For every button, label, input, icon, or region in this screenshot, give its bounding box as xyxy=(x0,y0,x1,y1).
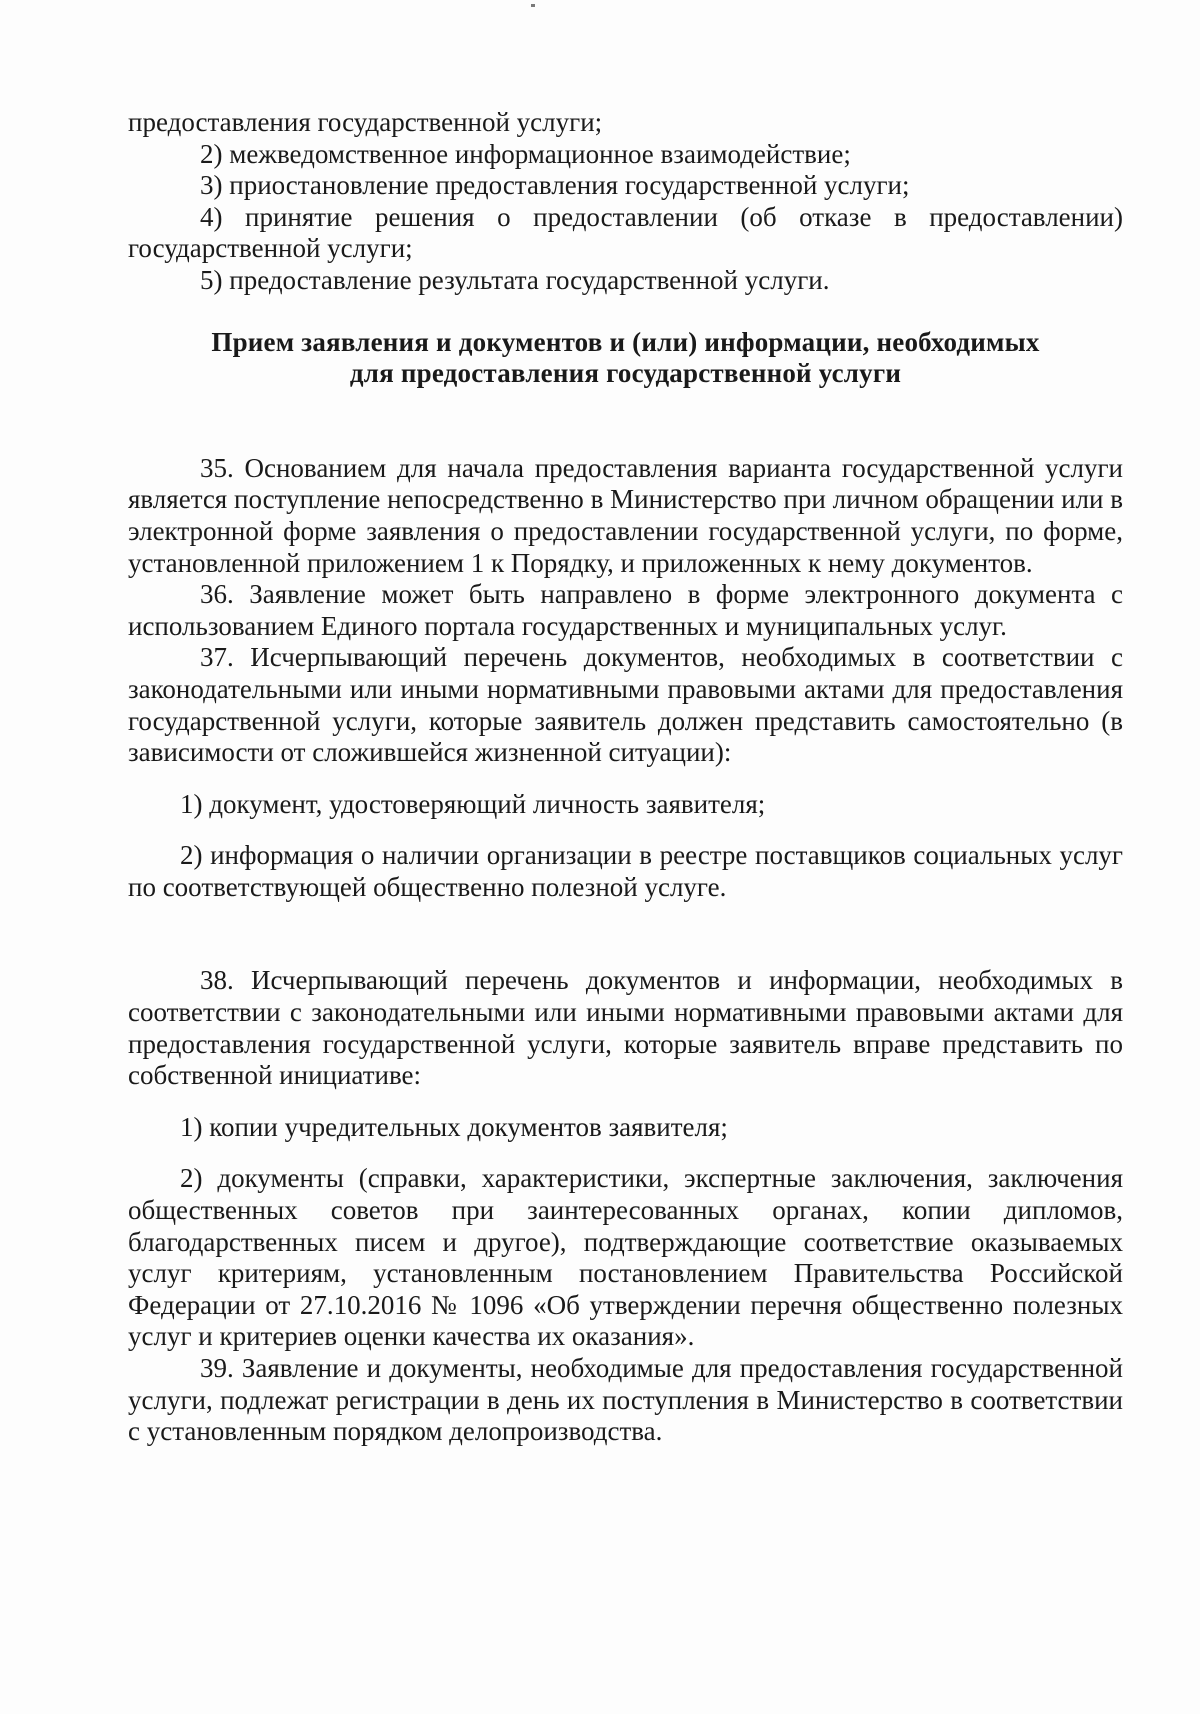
paragraph-37: 37. Исчерпывающий перечень документов, необходимых в соответствии с законодательными или иными нормативными правовыми актами для предоставления государственной услуги, которые заявитель должен представить самостоятельно (в зависимости от сложившейся жизненной ситуации): xyxy=(128,642,1123,768)
section-heading-line-1: Прием заявления и документов и (или) информации, необходимых xyxy=(211,326,1040,357)
document-body xyxy=(128,107,1123,1448)
step-item: 3) приостановление предоставления государственной услуги; xyxy=(200,170,910,201)
section-heading-line-2: для предоставления государственной услуги xyxy=(349,358,902,389)
p38-list-item: 1) копии учредительных документов заявителя; xyxy=(180,1111,728,1142)
p37-list-item: 1) документ, удостоверяющий личность заявителя; xyxy=(180,788,766,819)
step-item: 5) предоставление результата государственной услуги. xyxy=(200,264,830,295)
step-item: 2) межведомственное информационное взаимодействие; xyxy=(200,138,851,169)
intro-continuation: предоставления государственной услуги; xyxy=(128,107,603,137)
paragraph-36: 36. Заявление может быть направлено в форме электронного документа с использованием Единого портала государственных и муниципальных услуг. xyxy=(128,579,1123,641)
paragraph-35: 35. Основанием для начала предоставления варианта государственной услуги является поступление непосредственно в Министерство при личном обращении или в электронной форме заявления о предоставлении государственной услуги, по форме, установленной приложением 1 к Порядку, и приложенных к нему документов. xyxy=(128,452,1123,578)
paragraph-39: 39. Заявление и документы, необходимые для предоставления государственной услуги, подлежат регистрации в день их поступления в Министерство в соответствии с установленным порядком делопроизводства. xyxy=(128,1353,1123,1447)
section-heading xyxy=(128,327,1123,390)
scan-mark xyxy=(531,4,535,7)
paragraph-38: 38. Исчерпывающий перечень документов и информации, необходимых в соответствии с законодательными или иными нормативными правовыми актами для предоставления государственной услуги, которые заявитель вправе представить по собственной инициативе: xyxy=(128,965,1123,1091)
step-item: 4) принятие решения о предоставлении (об отказе в предоставлении) государственной услуги; xyxy=(128,201,1123,264)
p38-list-item: 2) документы (справки, характеристики, экспертные заключения, заключения общественных советов при заинтересованных органах, копии дипломов, благодарственных писем и другое), подтверждающие соответствие оказываемых услуг критериям, установленным постановлением Правительства Российской Федерации от 27.10.2016 № 1096 «Об утверждении перечня общественно полезных услуг и критериев оценки качества их оказания». xyxy=(128,1163,1123,1352)
p37-list-item: 2) информация о наличии организации в реестре поставщиков социальных услуг по соответствующей общественно полезной услуге. xyxy=(128,840,1123,902)
